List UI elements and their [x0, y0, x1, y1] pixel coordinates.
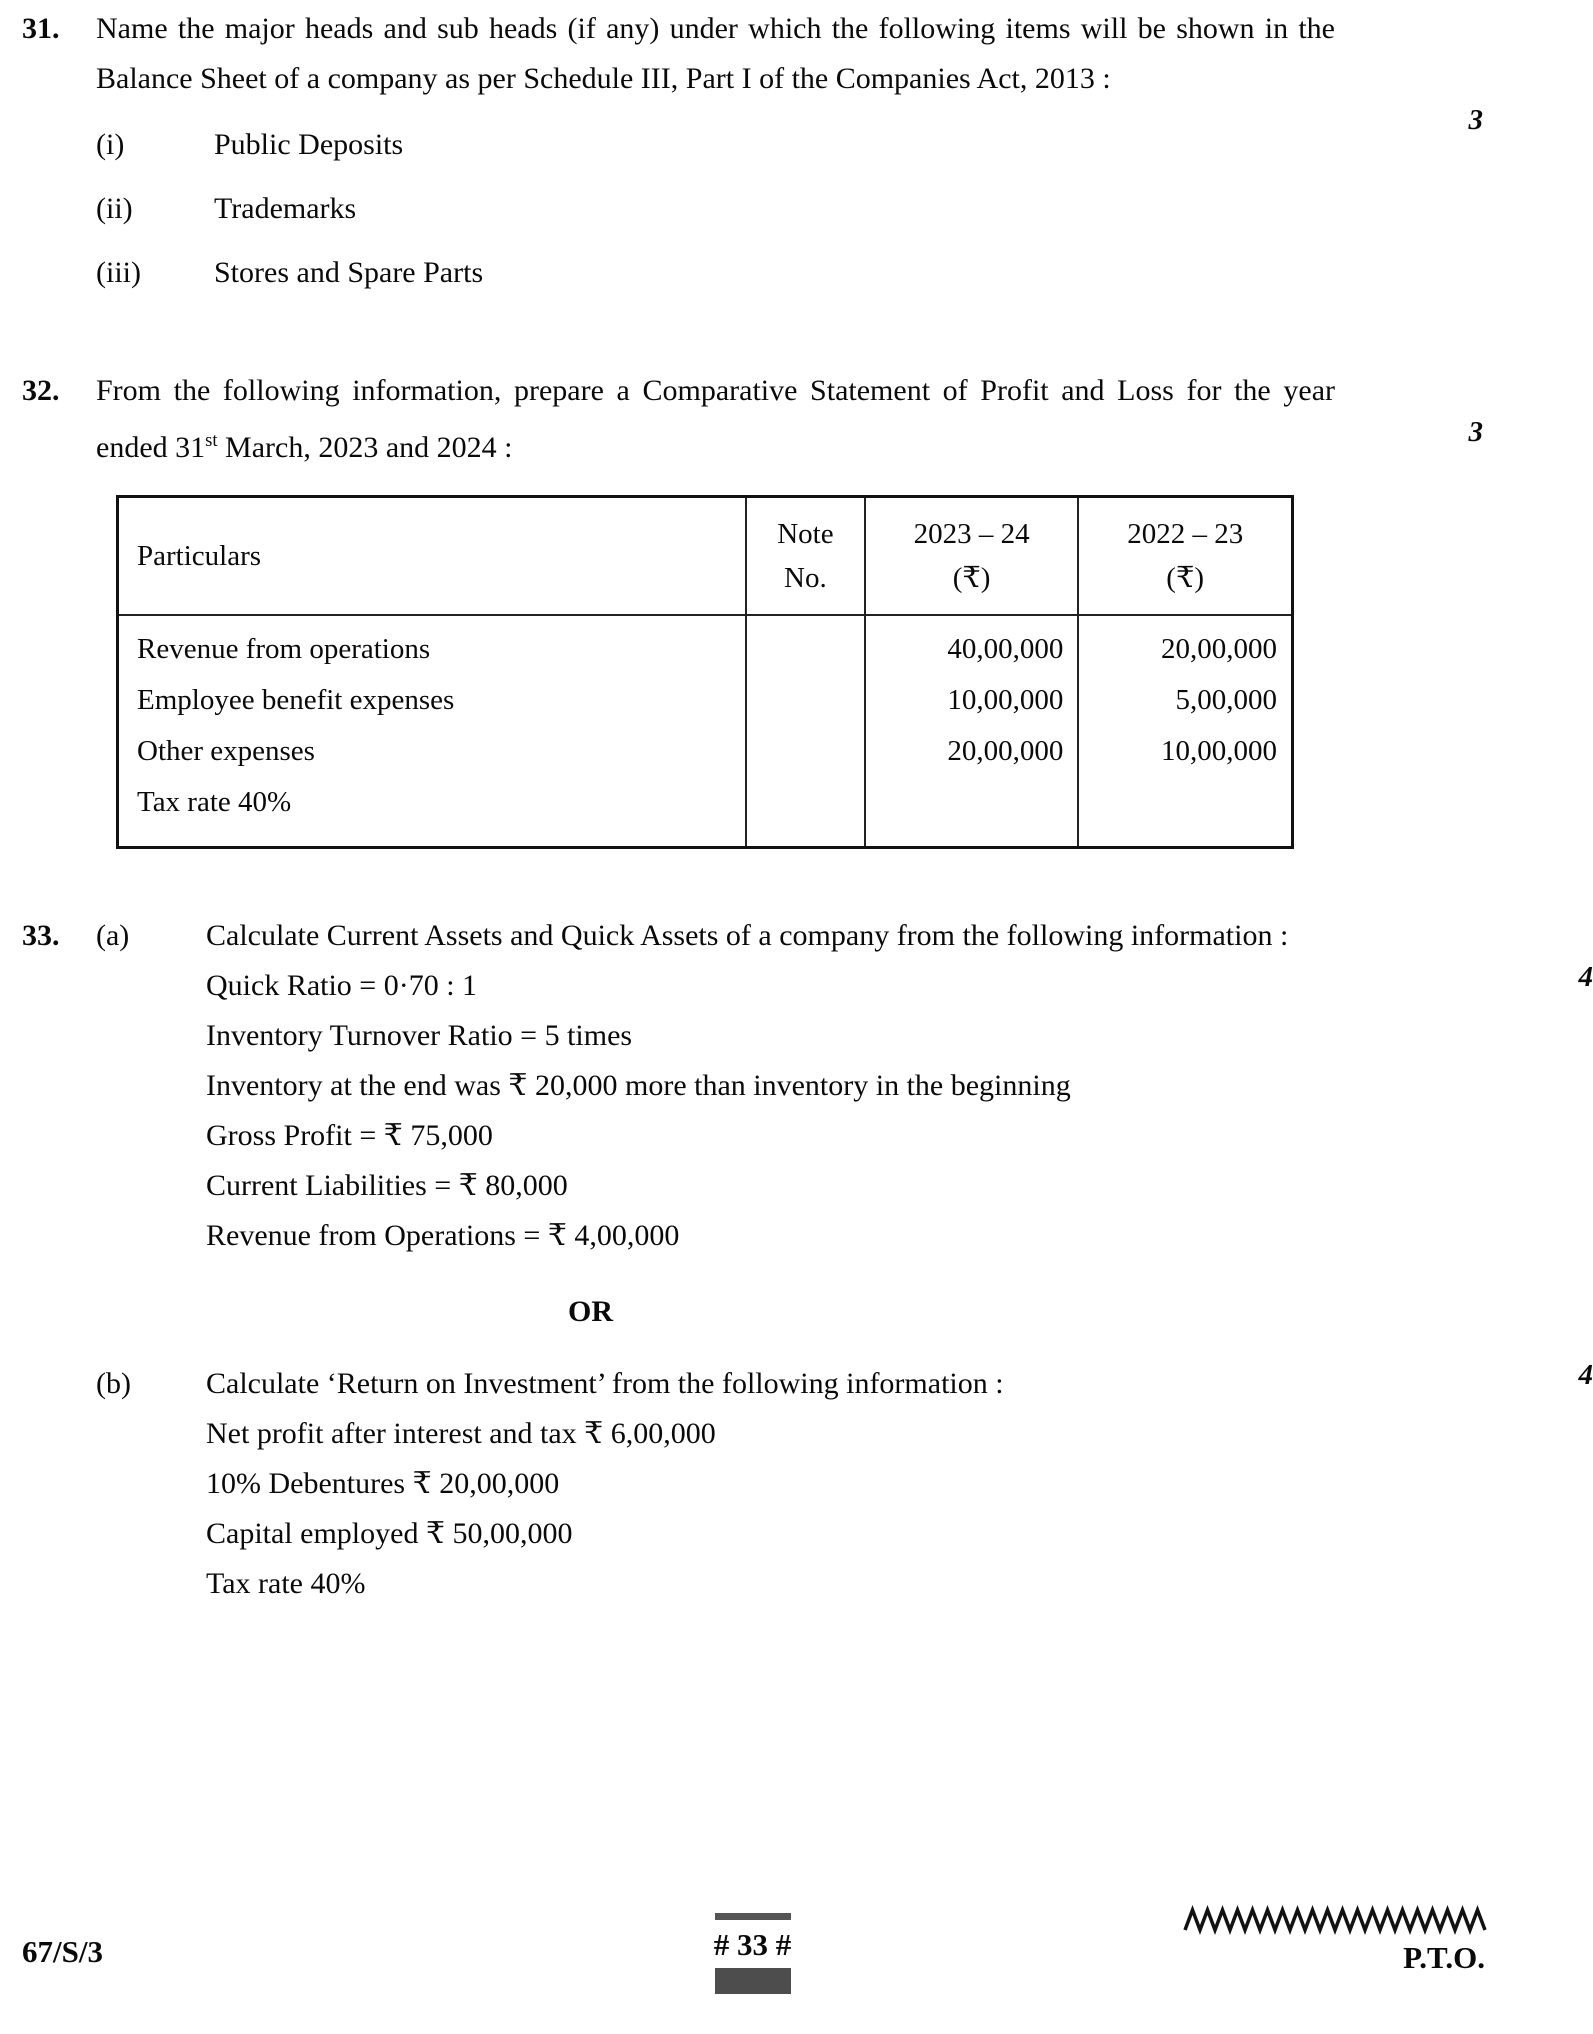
current-value-employee-benefit: 10,00,000	[947, 684, 1064, 716]
column-header-particulars: Particulars	[118, 497, 746, 616]
option-a-line-quick-ratio: Quick Ratio = 0·70 : 1	[206, 969, 478, 1002]
question-32-body	[96, 366, 1505, 849]
option-a-body	[206, 911, 1593, 1261]
question-31-block	[0, 4, 1505, 298]
list-item-label: (i)	[96, 128, 125, 161]
question-33-block	[0, 911, 1593, 1609]
option-b-line-debentures: 10% Debentures ₹ 20,00,000	[206, 1467, 560, 1500]
row-label-employee-benefit: Employee benefit expenses	[137, 684, 455, 716]
column-header-year-previous	[1078, 497, 1292, 616]
option-a-line-gross-profit: Gross Profit = ₹ 75,000	[206, 1119, 493, 1152]
option-a-line-inventory-turnover: Inventory Turnover Ratio = 5 times	[206, 1019, 633, 1052]
column-header-note-line2: No.	[784, 562, 827, 594]
option-a-intro: Calculate Current Assets and Quick Assets of a company from the following information :	[206, 919, 1289, 952]
table-row	[118, 615, 1293, 848]
option-b-label: (b)	[96, 1367, 131, 1400]
list-item-label: (iii)	[96, 256, 141, 289]
table-header-row	[118, 497, 1293, 616]
particulars-stack	[137, 616, 745, 846]
current-year-stack	[866, 616, 1064, 846]
previous-year-stack	[1079, 616, 1277, 846]
list-item-text: Public Deposits	[214, 128, 404, 161]
list-item	[96, 184, 1505, 234]
row-label-tax-rate: Tax rate 40%	[137, 786, 292, 818]
column-header-year-current-currency: (₹)	[952, 562, 991, 594]
previous-value-employee-benefit: 5,00,000	[1175, 684, 1277, 716]
option-a-line-inventory-end: Inventory at the end was ₹ 20,000 more than inventory in the beginning	[206, 1069, 1071, 1102]
previous-value-other-expenses: 10,00,000	[1161, 735, 1277, 767]
paper-code: 67/S/3	[22, 1934, 103, 1969]
comparative-statement-table-wrap	[116, 495, 1505, 849]
option-b-line-capital-employed: Capital employed ₹ 50,00,000	[206, 1517, 573, 1550]
option-b-marks: 4	[1578, 1359, 1593, 1391]
question-32-marks: 3	[1468, 416, 1483, 448]
question-32-text-pre: From the following information, prepare a Comparative Statement of Profit and Loss for the year ended 31	[96, 374, 1335, 464]
column-header-year-previous-currency: (₹)	[1166, 562, 1205, 594]
list-item	[96, 120, 1505, 170]
current-value-other-expenses: 20,00,000	[947, 735, 1064, 767]
zigzag-wave-icon	[1185, 1906, 1485, 1936]
table-body	[118, 615, 1293, 848]
or-divider: OR	[568, 1295, 613, 1328]
list-item-label: (ii)	[96, 192, 133, 225]
table-cell-current-year-column	[865, 615, 1079, 848]
option-b-line-net-profit: Net profit after interest and tax ₹ 6,00,000	[206, 1417, 716, 1450]
question-31-item-list	[96, 120, 1505, 298]
option-a-line-current-liabilities: Current Liabilities = ₹ 80,000	[206, 1169, 568, 1202]
question-33-body	[96, 911, 1593, 1609]
option-b-intro: Calculate ‘Return on Investment’ from the following information :	[206, 1367, 1004, 1400]
table-cell-previous-year-column	[1078, 615, 1292, 848]
table-cell-note-column	[746, 615, 865, 848]
question-32-ordinal-suffix: st	[205, 430, 218, 451]
option-a-marks: 4	[1578, 961, 1593, 993]
table-cell-particulars-column	[118, 615, 746, 848]
list-item	[96, 248, 1505, 298]
column-header-year-current-label: 2023 – 24	[913, 518, 1030, 550]
table-head	[118, 497, 1293, 616]
footer-top-bar	[715, 1913, 791, 1920]
list-item-text: Stores and Spare Parts	[214, 256, 484, 289]
list-item-text: Trademarks	[214, 192, 357, 225]
column-header-note-no	[746, 497, 865, 616]
question-33-option-b	[96, 1359, 1593, 1609]
column-header-note-line1: Note	[777, 518, 834, 550]
question-32-text-post: March, 2023 and 2024 :	[217, 431, 513, 464]
question-33-number: 33.	[22, 919, 60, 952]
column-header-year-current	[865, 497, 1079, 616]
note-stack	[747, 616, 864, 846]
row-label-revenue: Revenue from operations	[137, 633, 431, 665]
footer-right-group	[1185, 1906, 1485, 1976]
comparative-statement-table	[116, 495, 1294, 849]
question-33-option-a	[96, 911, 1593, 1261]
question-31-number: 31.	[22, 12, 60, 45]
option-b-body	[206, 1359, 1593, 1609]
question-32-block	[0, 366, 1505, 849]
footer-bottom-block	[715, 1968, 791, 1994]
footer-center-mark: # 33 #	[713, 1927, 792, 1962]
question-31-marks: 3	[1468, 104, 1483, 136]
question-32-number: 32.	[22, 374, 60, 407]
question-31-text: Name the major heads and sub heads (if any) under which the following items will be shown in the Balance Sheet of a company as per Schedule III, Part I of the Companies Act, 2013 :	[96, 12, 1335, 95]
row-label-other-expenses: Other expenses	[137, 735, 315, 767]
question-32-text	[96, 366, 1505, 473]
page-footer	[0, 1890, 1505, 2000]
previous-value-revenue: 20,00,000	[1161, 633, 1277, 665]
option-b-line-tax-rate: Tax rate 40%	[206, 1567, 366, 1600]
column-header-year-previous-label: 2022 – 23	[1127, 518, 1244, 550]
current-value-revenue: 40,00,000	[947, 633, 1064, 665]
pto-label: P.T.O.	[1403, 1940, 1485, 1975]
option-a-line-revenue-operations: Revenue from Operations = ₹ 4,00,000	[206, 1219, 680, 1252]
option-a-label: (a)	[96, 919, 130, 952]
question-31-body	[96, 4, 1505, 298]
